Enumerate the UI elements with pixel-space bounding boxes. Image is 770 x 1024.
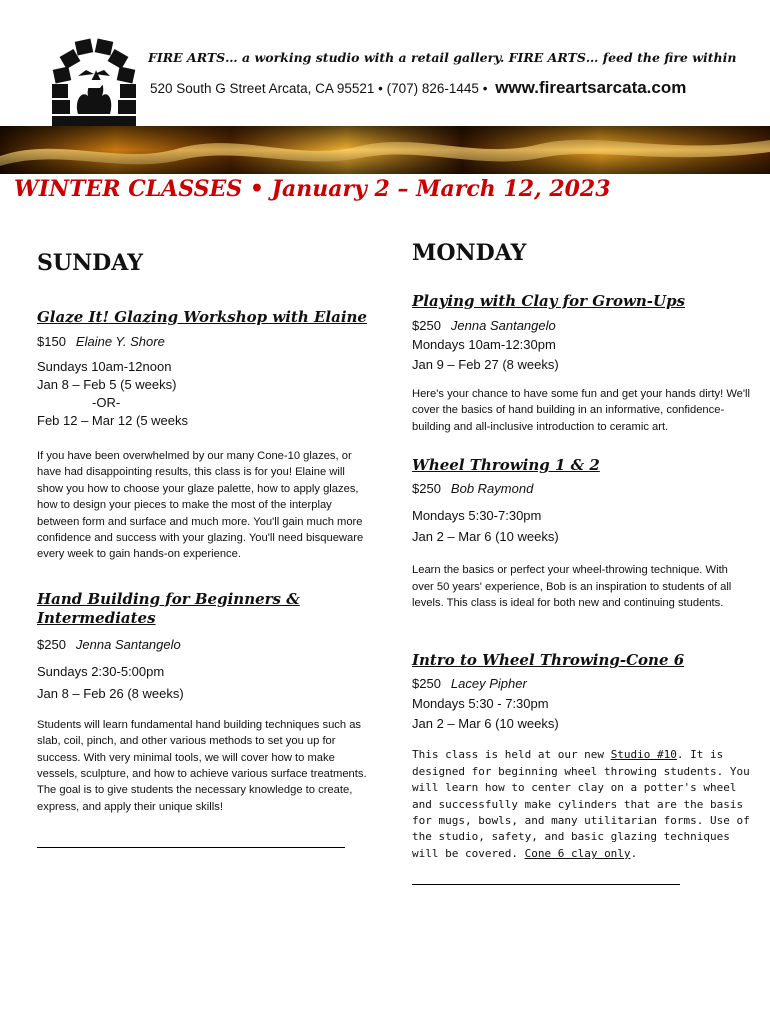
class-price-line [412,676,752,691]
class-title: Playing with Clay for Grown-Ups [412,292,686,310]
class-price-line [412,481,752,496]
class-schedule: Sundays 2:30-5:00pm [37,663,165,679]
glaze-class [37,308,372,563]
class-schedule: Mondays 10am-12:30pm [412,337,556,352]
desc-part: . [630,846,638,860]
class-title: Glaze It! Glazing Workshop with Elaine [37,308,367,326]
class-dates: Jan 9 – Feb 27 (8 weeks) [412,357,559,372]
class-price: $250 [412,676,441,692]
class-description: Students will learn fundamental hand building techniques such as slab, coil, pinch, and other various methods to set you up for success. With very minimal tools, we will cover how to make vessels, sculpture, and how to achieve various surface treatments. The goal is to give students the necessary knowledge to create, express, and apply their unique skills! [37,718,367,813]
class-instructor: Elaine Y. Shore [75,334,165,349]
class-price: $150 [37,334,66,349]
playing-clay-class [412,292,752,435]
class-description [412,747,752,862]
class-description: Here's your chance to have some fun and get your hands dirty! We'll cover the basics of hand building in an informative, confidence-building and all-inclusive introduction to ceramic art. [412,388,751,433]
studio-link: Studio #10 [610,748,677,762]
class-dates: Jan 2 – Mar 6 (10 weeks) [412,716,559,732]
class-schedule: Mondays 5:30-7:30pm [412,508,542,524]
class-instructor: Jenna Santangelo [450,318,556,333]
intro-wheel-class [412,651,752,862]
class-price: $250 [412,318,441,333]
class-price: $250 [412,481,441,497]
class-title: Intro to Wheel Throwing-Cone 6 [412,651,685,670]
class-description: Learn the basics or perfect your wheel-throwing technique. With over 50 years' experience, Bob is an inspiration to students of all levels. This class is ideal for both new and continuing students. [412,564,732,610]
cone-note: Cone 6 clay only [524,846,631,860]
class-dates: Jan 8 – Feb 5 (5 weeks) [37,377,177,392]
monday-column [412,240,752,885]
class-instructor: Jenna Santangelo [75,636,181,652]
class-dates: Jan 2 – Mar 6 (10 weeks) [412,529,559,545]
fire-arts-logo [48,30,140,130]
class-dates-alt: Feb 12 – Mar 12 (5 weeks [37,413,189,428]
monday-heading: MONDAY [412,240,527,266]
class-description: If you have been overwhelmed by our many Cone-10 glazes, or have had disappointing results, this class is for you! Elaine will show you how to choose your glaze palette, how to apply glazes, how to design your pieces to make the most of the interplay between form and surface and much more. You'll gain much more confidence and success with your glazing. You'll need bisqueware every week to gain hands-on experience. [37,450,364,561]
class-or: -OR- [92,395,121,410]
class-schedule: Mondays 5:30 - 7:30pm [412,696,549,712]
divider [37,847,345,848]
class-schedule: Sundays 10am-12noon [37,359,172,374]
sunday-heading: SUNDAY [37,250,143,276]
class-price-line [412,318,752,333]
desc-part: . It is designed for beginning wheel throwing students. You will learn how to center clay on a potter's wheel and successfully make cylinders that are the basis for mugs, bowls, and many utilitarian forms. Use of the studio, safety, and basic glazing techniques will be covered. [412,748,750,860]
class-price: $250 [37,636,66,652]
class-price-line [37,334,372,349]
hand-building-class [37,590,372,815]
class-instructor: Bob Raymond [450,481,534,497]
desc-part: This class is held at our new [412,748,611,762]
divider [412,884,680,885]
class-title-cont: Intermediates [37,608,156,627]
tagline: FIRE ARTS… a working studio with a retail gallery. FIRE ARTS… feed the fire within [148,50,737,65]
class-price-line [37,637,372,652]
flame-banner [0,126,770,174]
website-link[interactable]: www.fireartsarcata.com [495,78,687,97]
class-title: Hand Building for Beginners & [37,589,300,608]
sunday-column [37,250,372,848]
class-title: Wheel Throwing 1 & 2 [412,456,600,475]
page-title: WINTER CLASSES • January 2 – March 12, 2023 [14,176,611,202]
class-dates: Jan 8 – Feb 26 (8 weeks) [37,685,184,701]
address-line [150,78,686,98]
wheel-throwing-class [412,456,752,611]
address: 520 South G Street Arcata, CA 95521 • (707) 826-1445 • [150,81,488,96]
class-instructor: Lacey Pipher [450,676,527,692]
